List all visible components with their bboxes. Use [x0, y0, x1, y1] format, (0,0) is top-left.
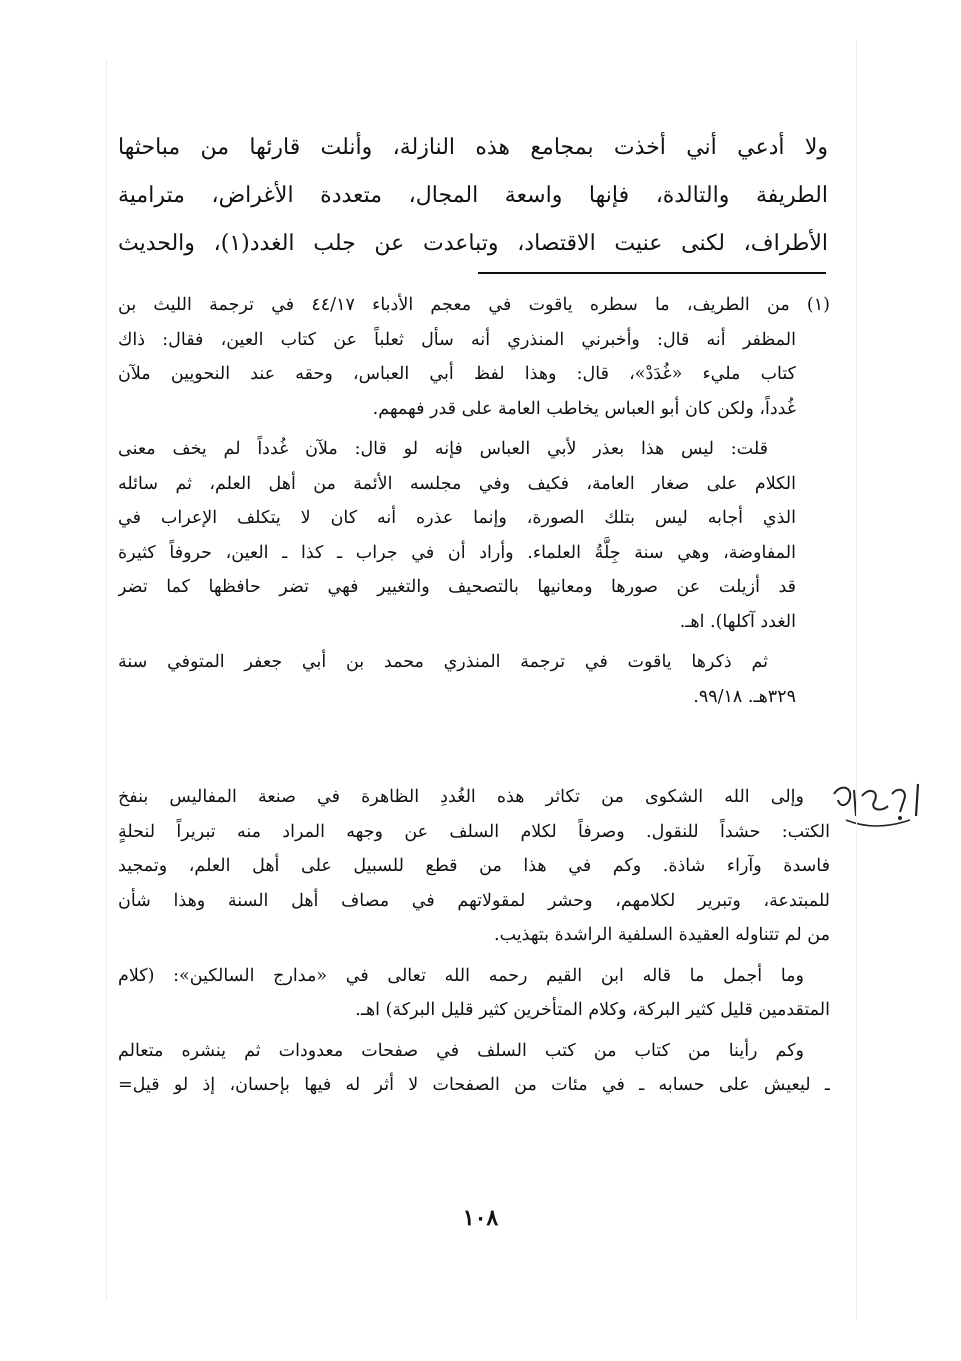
text-line: ـ ليعيش على حسابه ـ في مئات من الصفحات لا أثر له فيها بإحسان، إذ لو قيل=: [118, 1075, 830, 1095]
text-line: الأطراف، لكنى عنيت الاقتصاد، وتباعدت عن جلب الغدد(١)، والحديث: [118, 231, 828, 256]
footnote-line: الكلام على صغار العامة، فكيف وفي مجلسه الأئمة من أهل العلم، ثم سائله: [118, 473, 796, 494]
text-line: وما أجمل ما قاله ابن القيم رحمه الله تعالى في «مدارج السالكين»: (كلام: [118, 965, 804, 986]
text-line: وإلى الله الشكوى من تكاثر هذه الغُددِ الظاهرة في صنعة المفاليس بنفخ: [118, 787, 804, 807]
footnote-line: (١) من الطريف، ما سطره ياقوت في معجم الأدباء ٤٤/١٧ في ترجمة الليث بن: [118, 295, 830, 315]
footnote-line: المظفر أنه قال: وأخبرني المنذري أنه سأل ثعلباً عن كتاب العين، فقال: ذاك: [118, 329, 796, 350]
footnote-line: قد أزيلت عن صورها ومعانيها بالتصحيف والتغيير فهي تضر حافظها كما تضر: [118, 577, 796, 597]
text-line: من لم تتناوله العقيدة السلفية الراشدة بتهذيب.: [494, 925, 830, 945]
text-line: ولا أدعي أني أخذت بمجامع هذه النازلة، وأنلت قارئها من مباحثها: [118, 135, 828, 160]
footnote-line: كتاب مليء «غُدَدْ»، قال: وهذا لفظ أبي العباس، وحقه عند النحويين ملآن: [118, 364, 796, 384]
footnote-line: الغدد آكلها). اهـ.: [679, 611, 796, 632]
footnote-line: قلت: ليس هذا بعذر لأبي العباس فإنه لو قال: ملآن غُدداً لم يخف معنى: [118, 439, 768, 459]
page-number: ١٠٨: [462, 1205, 499, 1231]
footnote-line: غُدداً، ولكن كان أبو العباس يخاطب العامة على قدر فهمهم.: [372, 398, 796, 419]
footnote-line: المفاوضة، وهي سنة جِلَّةُ العلماء. وأراد أن في جراب ـ كذا ـ العين، حروفاً كثيرة: [118, 542, 796, 563]
footnote-line: الذي أجابه ليس بتلك الصورة، وإنما عذره أنه كان لا يتكلف الإعراب في: [118, 508, 796, 528]
body-continuation: [118, 780, 830, 1103]
opening-paragraph: [118, 124, 828, 268]
footnote-block: [118, 288, 830, 714]
text-line: وكم رأينا من كتاب من كتب السلف في صفحات معدودات ثم ينشره متعالم: [118, 1040, 804, 1061]
scan-edge-line: [106, 60, 107, 1300]
handwritten-annotation-icon: [826, 776, 936, 836]
footnote-separator-rule: [478, 272, 826, 274]
footnote-line: ثم ذكرها ياقوت في ترجمة المنذري محمد بن أبي جعفر المتوفي سنة: [118, 652, 768, 672]
scan-edge-line: [856, 40, 857, 1320]
text-line: فاسدة وآراء شاذة. وكم في هذا من قطع للسبيل على أهل العلم، وتمجيد: [118, 856, 830, 876]
text-line: الكتب: حشداً للنقول. وصرفاً لكلام السلف عن وجهه المراد منه تبريراً لنحلةٍ: [118, 821, 830, 842]
text-line: الطريفة والتالدة، فإنها واسعة المجال، متعددة الأغراض، مترامية: [118, 183, 828, 208]
text-line: المتقدمين قليل كثير البركة، وكلام المتأخرين كثير قليل البركة) اهـ.: [355, 1000, 830, 1020]
text-line: للمبتدعة، وتبرير لكلامهم، وحشر لمقولاتهم في مصاف أهل السنة وهذا شأن: [118, 890, 830, 911]
footnote-line: ٣٢٩هـ. ٩٩/١٨.: [693, 686, 796, 707]
